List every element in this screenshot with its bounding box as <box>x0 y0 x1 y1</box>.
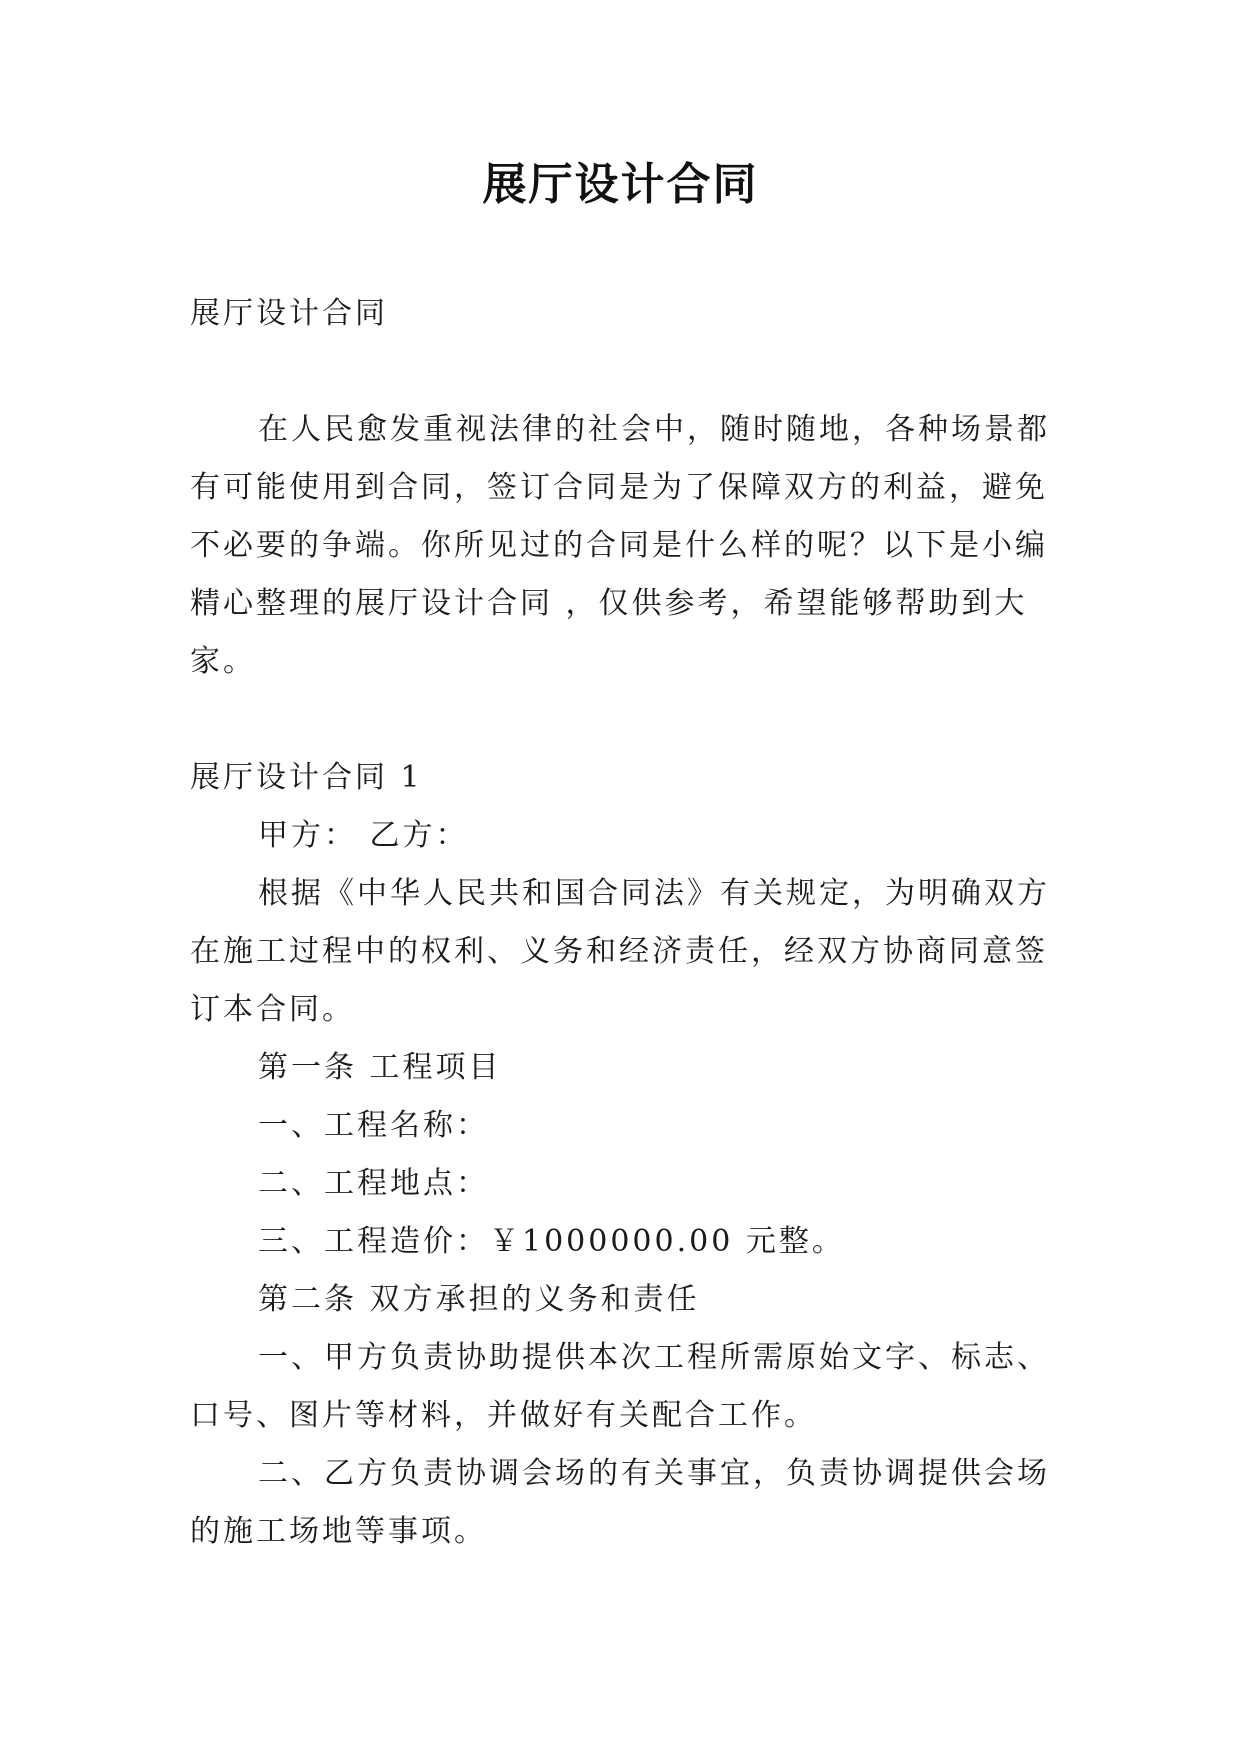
article-item: 口号、图片等材料，并做好有关配合工作。 <box>190 1398 817 1433</box>
article-item: 的施工场地等事项。 <box>190 1514 487 1549</box>
basis-line: 根据《中华人民共和国合同法》有关规定，为明确双方 <box>258 876 1050 911</box>
article-item: 二、工程地点： <box>258 1166 489 1201</box>
parties-line: 甲方： 乙方： <box>258 818 469 853</box>
intro-line: 有可能使用到合同，签订合同是为了保障双方的利益，避免 <box>190 470 1048 505</box>
intro-line: 不必要的争端。你所见过的合同是什么样的呢？以下是小编 <box>190 528 1048 563</box>
article-heading: 第二条 双方承担的义务和责任 <box>258 1282 700 1317</box>
article-item: 三、工程造价：￥1000000.00 元整。 <box>258 1224 845 1259</box>
document-body <box>190 285 1060 1561</box>
article-item: 二、乙方负责协调会场的有关事宜，负责协调提供会场 <box>258 1456 1050 1491</box>
article-heading: 第一条 工程项目 <box>258 1050 502 1085</box>
subtitle: 展厅设计合同 <box>190 296 388 331</box>
intro-line: 精心整理的展厅设计合同 ，仅供参考，希望能够帮助到大 <box>190 586 1028 621</box>
spacer <box>190 691 1060 749</box>
article-item: 一、工程名称： <box>258 1108 489 1143</box>
article-item: 一、甲方负责协助提供本次工程所需原始文字、标志、 <box>258 1340 1050 1375</box>
intro-line: 在人民愈发重视法律的社会中，随时随地，各种场景都 <box>258 412 1050 447</box>
document-title: 展厅设计合同 <box>482 159 759 210</box>
basis-line: 在施工过程中的权利、义务和经济责任，经双方协商同意签 <box>190 934 1048 969</box>
contract-heading: 展厅设计合同 1 <box>190 760 423 795</box>
spacer <box>190 343 1060 401</box>
intro-line: 家。 <box>190 644 256 679</box>
basis-line: 订本合同。 <box>190 992 355 1027</box>
